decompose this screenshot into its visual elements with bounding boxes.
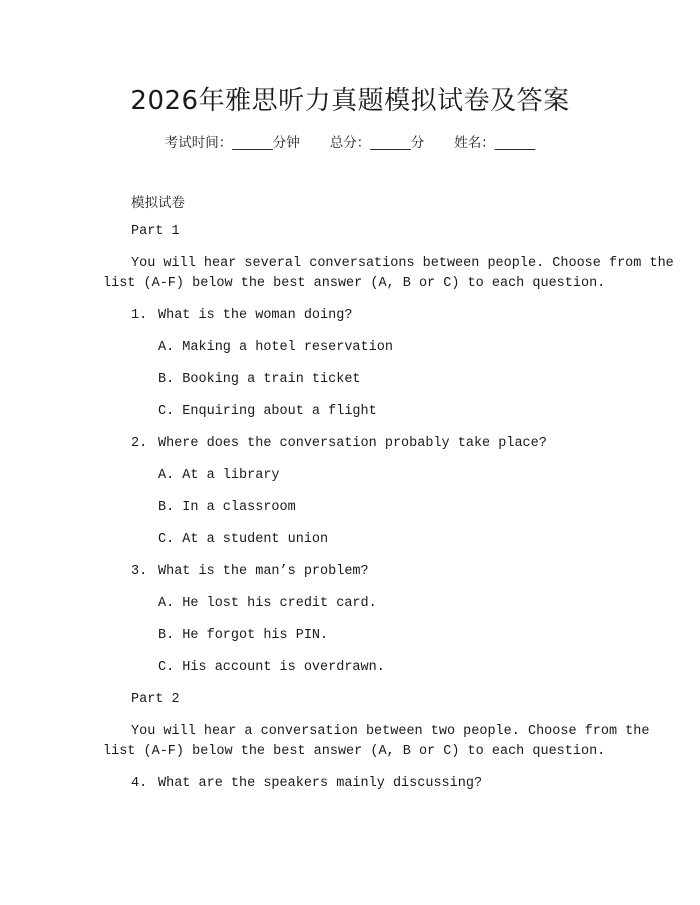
question-number: 3. <box>131 564 148 579</box>
answer-option: C. His account is overdrawn. <box>158 660 385 675</box>
question-text: What is the man’s problem? <box>158 564 369 579</box>
answer-option: C. Enquiring about a flight <box>158 404 377 419</box>
name-blank: ______ <box>494 135 536 151</box>
answer-option: A. Making a hotel reservation <box>158 340 393 355</box>
question-text: Where does the conversation probably take place? <box>158 436 547 451</box>
exam-time-unit: 分钟 <box>272 135 300 151</box>
question-text: What is the woman doing? <box>158 308 353 323</box>
answer-option: B. In a classroom <box>158 500 296 515</box>
answer-option: A. He lost his credit card. <box>158 596 377 611</box>
score-unit: 分 <box>410 135 425 151</box>
score-blank: ______ <box>370 135 411 151</box>
question-number: 1. <box>131 308 148 323</box>
part2-instruction-line2: list (A-F) below the best answer (A, B or C) to each question. <box>103 744 606 759</box>
score-label: 总分： <box>329 135 371 151</box>
answer-option: A. At a library <box>158 468 280 483</box>
question-number: 4. <box>131 776 148 791</box>
question-text: What are the speakers mainly discussing? <box>158 776 483 791</box>
exam-meta-line <box>0 131 700 151</box>
name-label: 姓名： <box>454 135 495 151</box>
part1-instruction-line2: list (A-F) below the best answer (A, B or C) to each question. <box>103 276 606 291</box>
part2-heading: Part 2 <box>131 692 180 707</box>
answer-option: C. At a student union <box>158 532 329 547</box>
part1-instruction-line1: You will hear several conversations between people. Choose from the <box>131 256 674 271</box>
part1-heading: Part 1 <box>131 224 180 239</box>
answer-option: B. He forgot his PIN. <box>158 628 329 643</box>
answer-option: B. Booking a train ticket <box>158 372 361 387</box>
exam-time-label: 考试时间： <box>164 135 233 151</box>
page-title: 2026年雅思听力真题模拟试卷及答案 <box>130 86 570 116</box>
part2-instruction-line1: You will hear a conversation between two people. Choose from the <box>131 724 650 739</box>
exam-time-blank: ______ <box>232 135 273 151</box>
question-number: 2. <box>131 436 148 451</box>
section-heading: 模拟试卷 <box>131 195 185 211</box>
